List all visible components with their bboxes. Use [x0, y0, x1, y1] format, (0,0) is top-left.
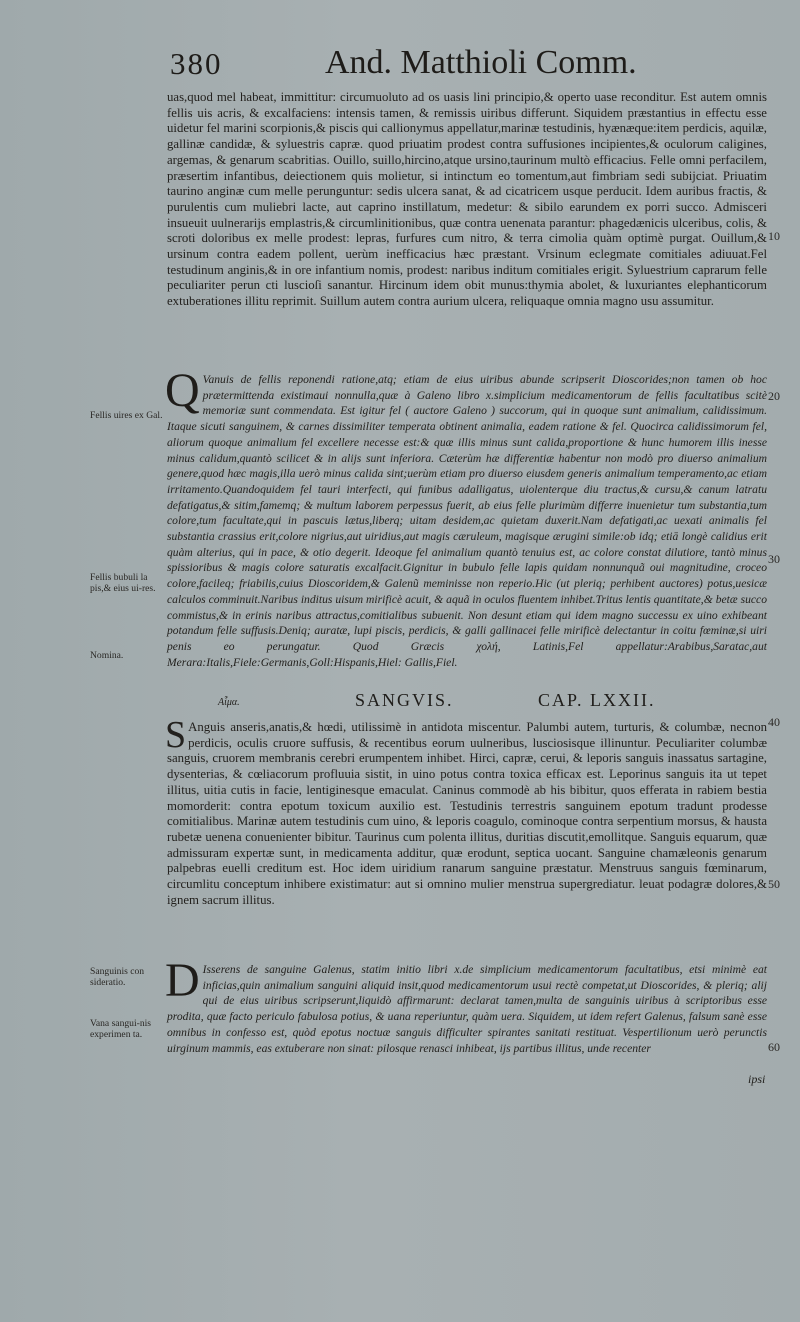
chapter-paragraph — [165, 714, 767, 952]
commentary-paragraph-3 — [165, 954, 767, 1072]
drop-cap-initial: Q — [165, 364, 200, 417]
page-number: 380 — [170, 46, 223, 81]
margin-note-vana-sanguinis: Vana sangui-nis experimen ta. — [90, 1018, 152, 1040]
line-number-40: 40 — [768, 715, 780, 729]
line-number-20: 20 — [768, 389, 780, 403]
commentary-paragraph-1 — [167, 90, 767, 365]
margin-note-fellis-bubuli: Fellis bubuli la pis,& eius ui-res. — [90, 572, 156, 594]
line-number-10: 10 — [768, 229, 780, 243]
margin-note-fellis-uires: Fellis uires ex Gal. — [90, 410, 163, 421]
paragraph-text: Isserens de sanguine Galenus, statim initio libri x.de simplicium medicamentorum facultatibus, etsi minimè eat inficias,quin animalium sanguini aliquid insit,quod medicamentorum usui rectè competat,ut Dioscorides, & pleriq; alij qui de eius uiribus scripserunt,liquidò affirmarunt: declarat tamen,multa de sanguinis uiribus à scriptoribus esse prodita, quæ facto periculo fabulosa potius, & uana reperiuntur, quàm uera. Siquidem, ut idem refert Galenus, falsum sanè esse omnibus in confesso est, quòd epotus noctuæ sanguis difficulter spirantes sanitati restituat. Vespertilionum uerò perunctis uirginum mammis, eas extuberare non sinat: pilosque renasci inhibeat, ijs partibus illitus, unde recenter — [167, 963, 767, 1055]
chapter-number: CAP. LXXII. — [538, 690, 656, 710]
chapter-title: SANGVIS. — [355, 690, 454, 710]
paragraph-text: Vanuis de fellis reponendi ratione,atq; etiam de eius uiribus abunde scripserit Dioscorides;non tamen ob hoc prætermittenda existimaui nonnulla,quæ à Galeno libro x.simplicium medicamentorum de fellis facultatibus scitè memoriæ sunt commendata. Est igitur fel ( auctore Galeno ) succorum, qui in quoque sunt animalium, calidissimum. Itaque sicuti sanguinem, & carnes dissimiliter temperata obtinent animalia, eadem ratione & fel. Quocirca calidissimorum fel, aliorum quoque animalium fel excellere necesse est:& quæ illis minus sunt calida,proportione & hunc humorem illis inesse minus calidum,quantò scilicet & in alijs sunt inferiora. Cæterùm hæ differentiæ habentur non modò pro diuerso animalium genere,quod hæc magis,illa uerò minus calida sint;uerùm etiam pro diuerso eiusdem generis animalium temperamento,ac etiam irritamento.Quandoquidem fel tauri interfecti, qui funibus adalligatus, uiolenterque diu tractus,& cursu,& canum latratu defatigatus,& sitim,famemq; & multum laborem perpessus fuerit, ab eius felle plurimùm differre inuenietur tum substantia,tum colore,tum facultate,qui in pascuis lætus,liberq; uitam desidem,ac quietam duxerit.Nam defatigati,ac uexati animalis fel substantia crassius erit,colore nigrius,aut uiridius,aut magis cæruleum, magisque ærugini simile:ob idq; etiā longè calidius erit quàm alterius, qui in pace, & otio degerit. Ideoque fel animalium quantò tenuius est, ac colore constat dilutiore, tantò minus spissioribus & magis colore saturatis excalfacit.Gignitur in bubulo felle lapis quidam nonnunquã oui magnitudine, croceo colore,facileq; friabilis,cuius Dioscoridem,& Galenũ meminisse non reperio.Hic (ut pleriq; perhibent auctores) potus,uesicæ calculos comminuit.Naribus inditus uisum mirificè acuit, & aquã in oculos fluentem inhibet.Tritus lentis quantitate,& betæ succo commistus,& in erinis naribus attractus,comitialibus subuenit. Non desunt etiam qui idem magno successu ex uino exhibeant potandum felle suffusis.Deniq; auratæ, lupi piscis, perdicis, & galli gallinacei felle mirificè delectantur in coitu fœminæ,si uiri penis eo perungatur. Quod Græcis χολή, Latinis,Fel appellatur:Arabibus,Saratac,aut Merara:Italis,Fiele:Germanis,Goll:Hispanis,Hiel: Gallis,Fiel. — [167, 373, 767, 669]
drop-cap-initial: D — [165, 954, 200, 1007]
line-number-60: 60 — [768, 1040, 780, 1054]
drop-cap-initial: S — [165, 714, 187, 756]
margin-note-nomina: Nomina. — [90, 650, 124, 661]
paragraph-text: Anguis anseris,anatis,& hœdi, utilissimè in antidota miscentur. Palumbi autem, turturis, & columbæ, necnon perdicis, oculis cruore suffusis, & recentibus eorum uulneribus, lusciosisque illinuntur. Peculiariter columbæ sanguis, cruorem membranis cerebri erumpentem inhibet. Hirci, capræ, cerui, & leporis sanguis inassatus sartagine, dysenterias, & cœliacorum profluuia sistit, in uino potus contra toxica efficax est. Leporinus sanguis ita ut tepet illitus, uitia cutis in facie, lentiginesque emaculat. Caninus commodè ab his bibitur, quos efferata in rabiem bestia momorderit: contra epotum toxicum auxilio est. Testudinis terrestris sanguinem epotum tradunt prodesse comitialibus. Marinæ autem testudinis cum uino, & leporis coagulo, cominoque contra serpentium morsus, & hausta rubetæ uenena conuenienter bibitur. Taurinus cum polenta illitus, duritias discutit,emollitque. Sanguis equarum, quæ admissuram expertæ sunt, in medicamenta additur, quæ erodunt, septica uocant. Sanguine chamæleonis genarum palpebras euelli creditum est. Hoc idem uiridium ranarum sanguine præstatur. Menstruus sanguis fœminarum, circumlitu conceptum inhibere existimatur: aut si omnino mulier menstrua supergrediatur. leuat podagræ dolores,& ignem sacrum illitus. — [167, 720, 767, 907]
catchword: ipsi — [748, 1072, 766, 1086]
margin-note-sanguinis-consideratio: Sanguinis con sideratio. — [90, 966, 145, 988]
greek-label: Αἷμα. — [218, 697, 240, 708]
commentary-paragraph-2 — [165, 364, 767, 684]
line-number-50: 50 — [768, 877, 780, 891]
paragraph-text: uas,quod mel habeat, immittitur: circumuoluto ad os uasis lini principio,& operto uase reconditur. Est autem omnis fellis uis acris, & excalfaciens: intensis tamen, & remissis uiribus differunt. Siquidem præstantius in effectu esse uidetur fel marini scorpionis,& piscis qui callionymus appellatur,marinæ testudinis, hyænæque:item perdicis, aquilæ, gallinæ candidæ, & syluestris capræ. quod priuatim prodest contra suffusiones incipientes,& oculorum caligines, argemas, & genarum scabritias. Ouillo, suillo,hircino,atque ursino,taurinum multò efficacius. Felle omni perfacilem, præsertim infantibus, deiectionem quis molietur, si intinctum eo tomentum,aut fimbriam sedi subijciat. Priuatim taurino anginæ cum melle perunguntur: sedis ulcera sanat, & ad cicatricem usque perducit. Idem auribus fractis, & purulentis cum muliebri lacte, aut caprino instillatum, medetur: & sibilo earundem ex porri succo. Admisceri insueuit uulnerarijs emplastris,& circumlinitionibus, quæ contra uenenata parantur: phagedænicis ulceribus, colis, & scroti doloribus ex melle prodest: lepras, furfures cum nitro, & terra cimolia quàm optimè purgat. Ouillum,& ursinum contra eadem pollent, uerùm inefficacius hæc præstant. Vrsinum eclegmate comitiales adiuuat.Fel testudinum anginis,& in ore infantium nomis, prodest: naribus inditum comitiales erigit. Syluestrium caprarum felle peculiariter perun cti luscioſi sanantur. Hircinum idem obit munus:thymia abolet, & luxuriantes elephanticorum extuberationes illitu reprimit. Suillum autem contra aurium ulcera, reliquaque omnia magno usu assumitur. — [167, 90, 767, 309]
line-number-30: 30 — [768, 552, 780, 566]
running-title: And. Matthioli Comm. — [325, 44, 637, 81]
